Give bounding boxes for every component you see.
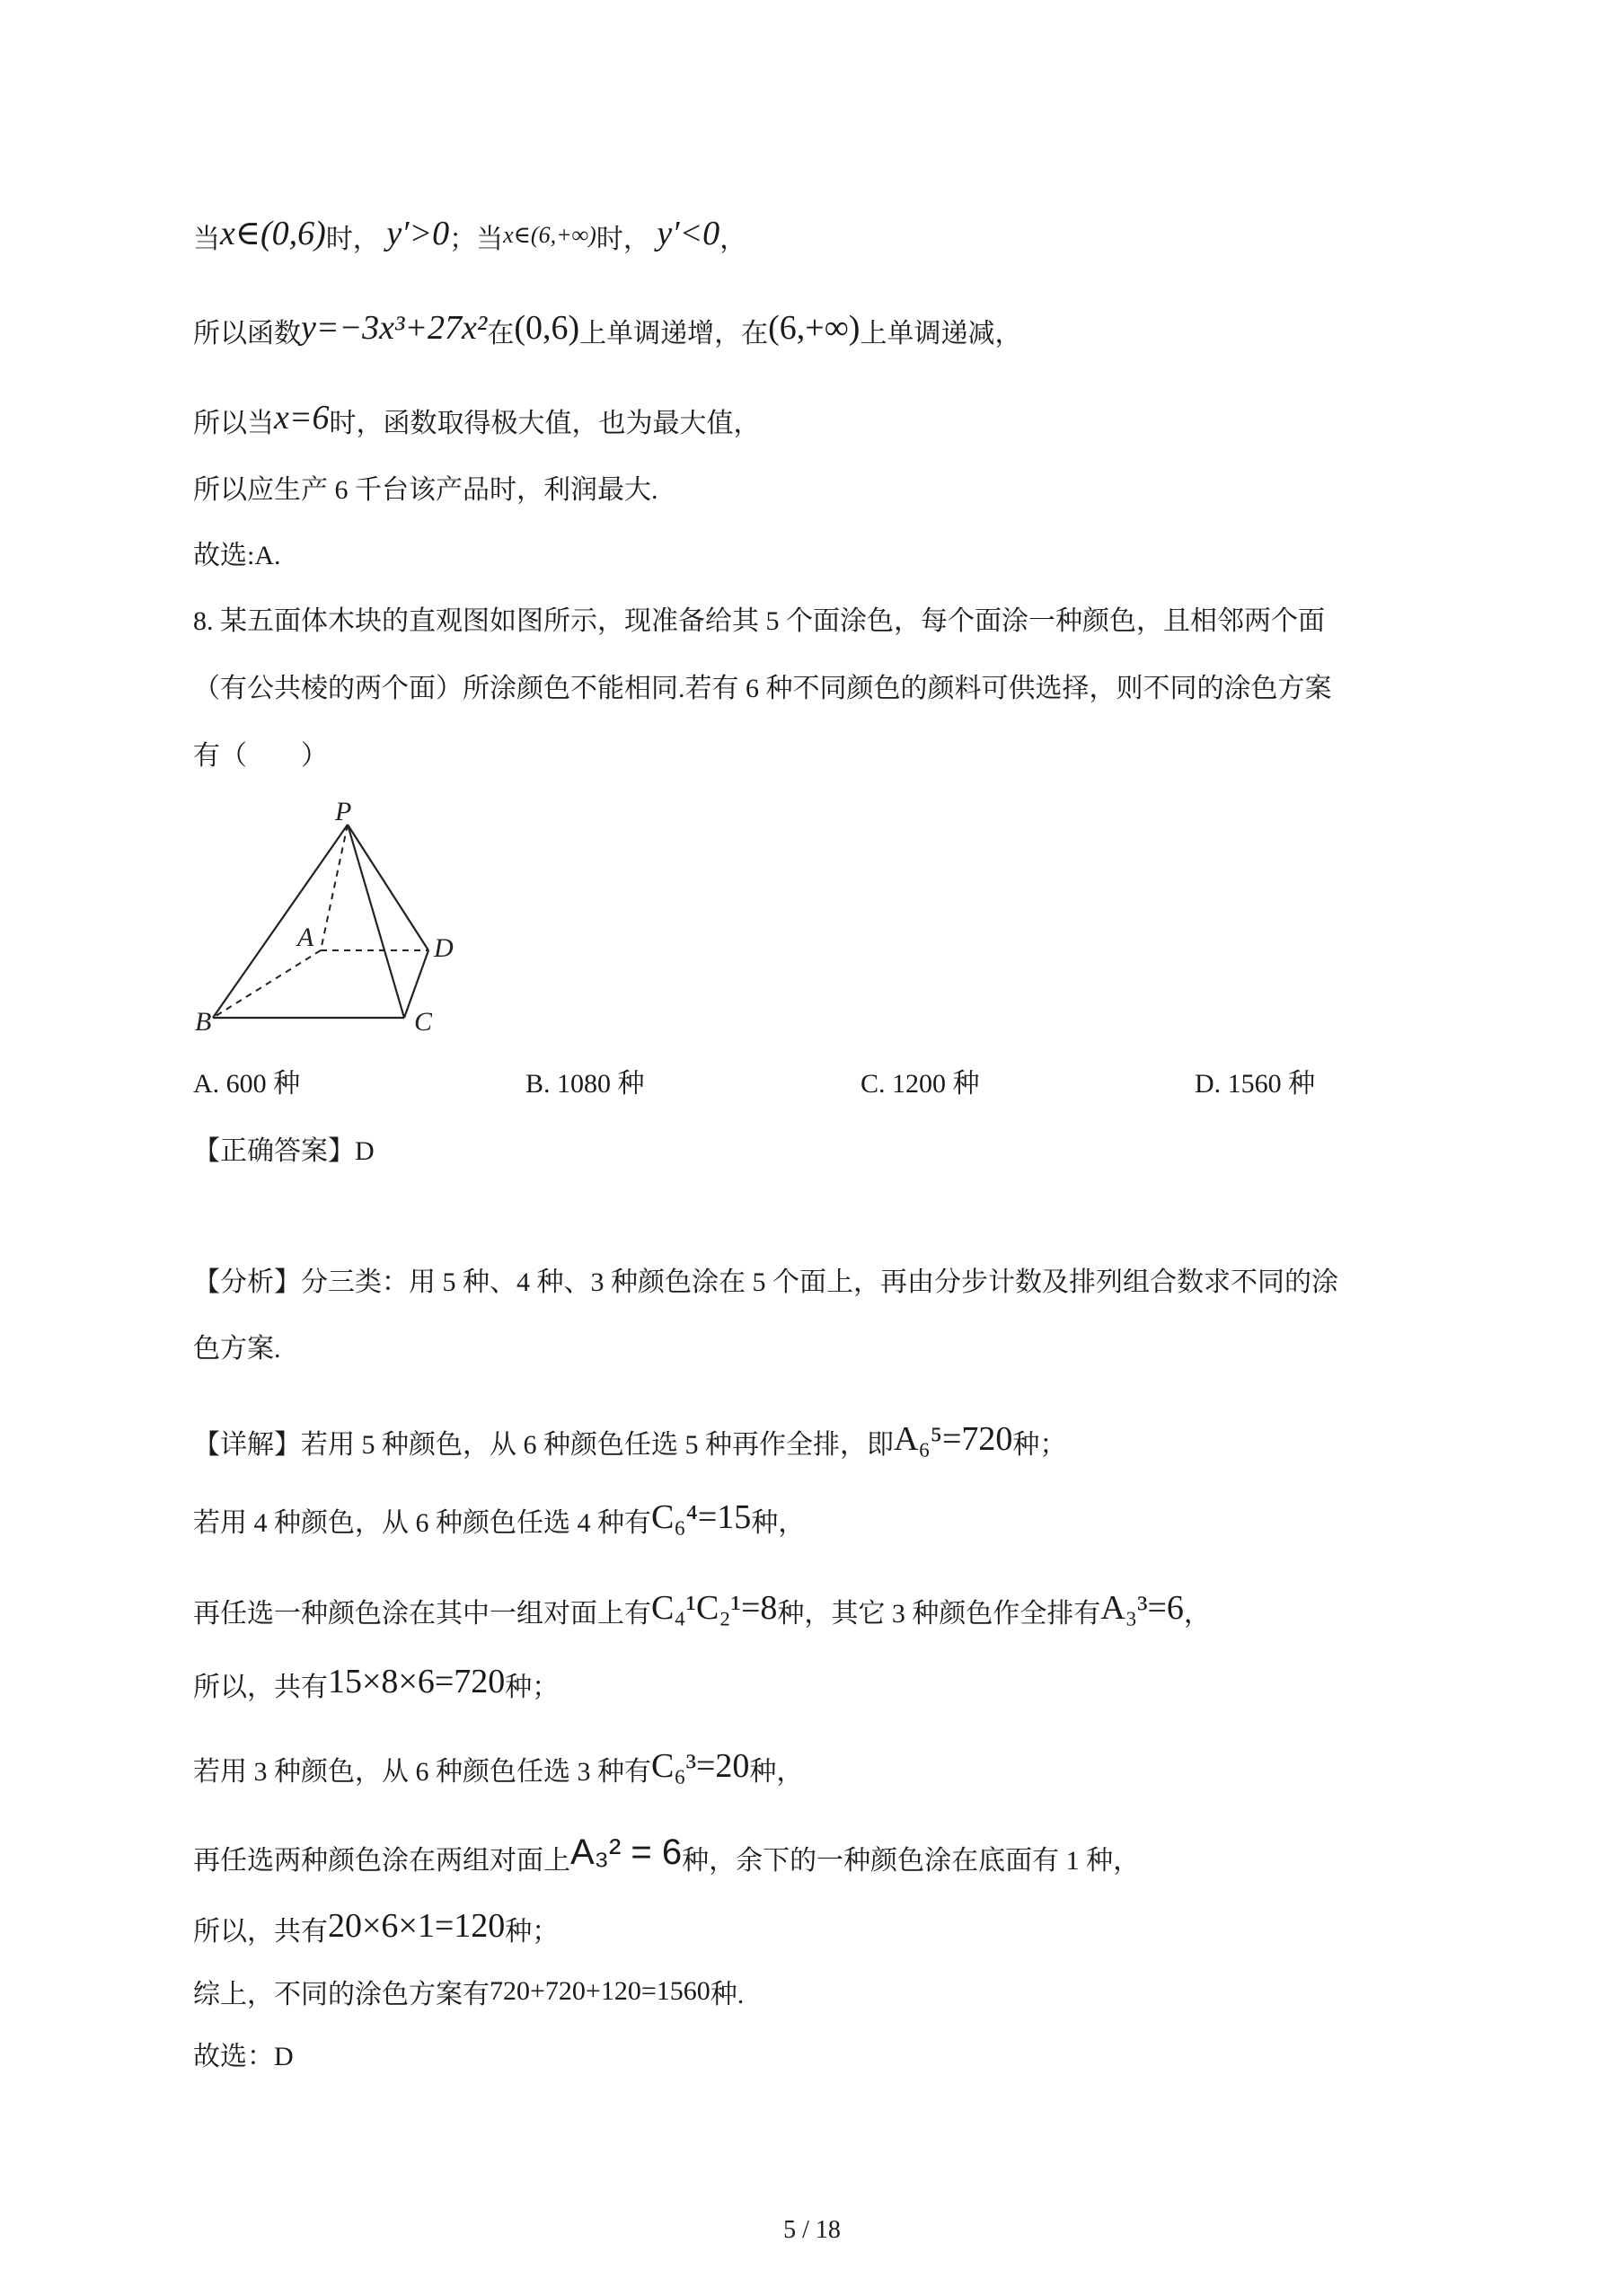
text: 种.: [710, 1980, 745, 2009]
math: x=6: [274, 399, 330, 437]
question-8-line-1: 8. 某五面体木块的直观图如图所示，现准备给其 5 个面涂色，每个面涂一种颜色，且相邻两个面: [193, 606, 1325, 636]
label-d: D: [434, 933, 454, 963]
math: A₆⁵=720: [894, 1420, 1013, 1458]
edge-pc: [348, 825, 404, 1018]
text: 所以，共有: [193, 1673, 328, 1702]
math: C₆³=20: [651, 1747, 750, 1785]
line-5: 故选:A.: [193, 541, 281, 570]
text: 种；: [1012, 1430, 1067, 1460]
line-3: [193, 398, 761, 444]
detail-line-7: [193, 1906, 559, 1952]
math: 15×8×6=720: [328, 1663, 506, 1700]
text: 所以函数: [193, 319, 301, 349]
text: 若用 4 种颜色，从 6 种颜色任选 4 种有: [193, 1508, 651, 1538]
analysis-line-1: 【分析】分三类：用 5 种、4 种、3 种颜色涂在 5 个面上，再由分步计数及排列组合数求不同的涂: [193, 1267, 1338, 1297]
text: 种，: [751, 1508, 806, 1538]
math: x∈(0,6): [220, 215, 326, 252]
math: C₄¹C₂¹=8: [651, 1589, 778, 1627]
math: y′>0: [386, 215, 450, 252]
pyramid-diagram: [193, 795, 481, 1042]
text: 时，: [596, 225, 650, 254]
text: 种；: [505, 1673, 560, 1702]
text: 时，: [325, 225, 380, 254]
correct-answer: 【正确答案】D: [193, 1136, 375, 1166]
analysis-line-2: 色方案.: [193, 1334, 281, 1364]
text: 所以，共有: [193, 1917, 328, 1947]
math: A₃² = 6: [570, 1832, 683, 1872]
detail-line-8: [193, 1972, 744, 2015]
detail-line-3: [193, 1588, 1211, 1634]
line-2: [193, 308, 1021, 354]
pyramid-figure: [193, 795, 481, 1046]
detail-line-1: [193, 1419, 1066, 1465]
text: 若用 3 种颜色，从 6 种颜色任选 3 种有: [193, 1757, 651, 1787]
math: y=−3x³+27x²: [301, 309, 488, 347]
text: 所以当: [193, 409, 274, 438]
text: 当: [193, 225, 220, 254]
math: (0,6): [514, 309, 580, 347]
text: ，: [1183, 1599, 1211, 1629]
text: 种，余下的一种颜色涂在底面有 1 种，: [682, 1846, 1141, 1876]
label-b: B: [195, 1007, 212, 1037]
detail-line-4: [193, 1662, 559, 1708]
option-c: C. 1200 种: [861, 1069, 980, 1099]
text: 时，函数取得极大值，也为最大值，: [329, 409, 761, 438]
page-number: 5 / 18: [783, 2216, 841, 2244]
edge-ab: [213, 950, 321, 1018]
detail-line-5: [193, 1746, 803, 1792]
text: ；当: [449, 225, 504, 254]
math: C₆⁴=15: [651, 1498, 752, 1536]
text: 上单调递减，: [860, 319, 1022, 349]
math: 20×6×1=120: [328, 1907, 506, 1945]
detail-line-2: [193, 1497, 805, 1543]
detail-line-9: 故选：D: [193, 2042, 294, 2071]
text: 种，其它 3 种颜色作全排有: [777, 1599, 1101, 1629]
question-8-line-3: 有（ ）: [193, 741, 328, 771]
text: 在: [487, 319, 515, 349]
text: 上单调递增，在: [579, 319, 769, 349]
line-1: [193, 214, 746, 260]
detail-line-6: [193, 1832, 1140, 1881]
math: 720+720+120=1560: [490, 1976, 710, 2006]
edge-pd: [348, 825, 428, 950]
option-b: B. 1080 种: [525, 1069, 645, 1099]
math: x∈(6,+∞): [503, 222, 596, 248]
text: 【详解】若用 5 种颜色，从 6 种颜色任选 5 种再作全排，即: [193, 1430, 894, 1460]
line-4: 所以应生产 6 千台该产品时，利润最大.: [193, 475, 658, 505]
option-a: A. 600 种: [193, 1069, 301, 1099]
option-d: D. 1560 种: [1195, 1069, 1316, 1099]
label-p: P: [335, 797, 352, 826]
label-a: A: [297, 923, 314, 952]
math: (6,+∞): [768, 309, 861, 347]
text: 种；: [505, 1917, 560, 1947]
text: 再任选一种颜色涂在其中一组对面上有: [193, 1599, 651, 1629]
text: 再任选两种颜色涂在两组对面上: [193, 1846, 570, 1876]
text: ，: [719, 225, 747, 254]
label-c: C: [414, 1007, 433, 1037]
text: 种，: [749, 1757, 804, 1787]
question-8-line-2: （有公共棱的两个面）所涂颜色不能相同.若有 6 种不同颜色的颜料可供选择，则不同的涂色方案: [193, 674, 1332, 703]
math: y′<0: [657, 215, 720, 252]
text: 综上，不同的涂色方案有: [193, 1980, 490, 2009]
math: A₃³=6: [1100, 1589, 1184, 1627]
